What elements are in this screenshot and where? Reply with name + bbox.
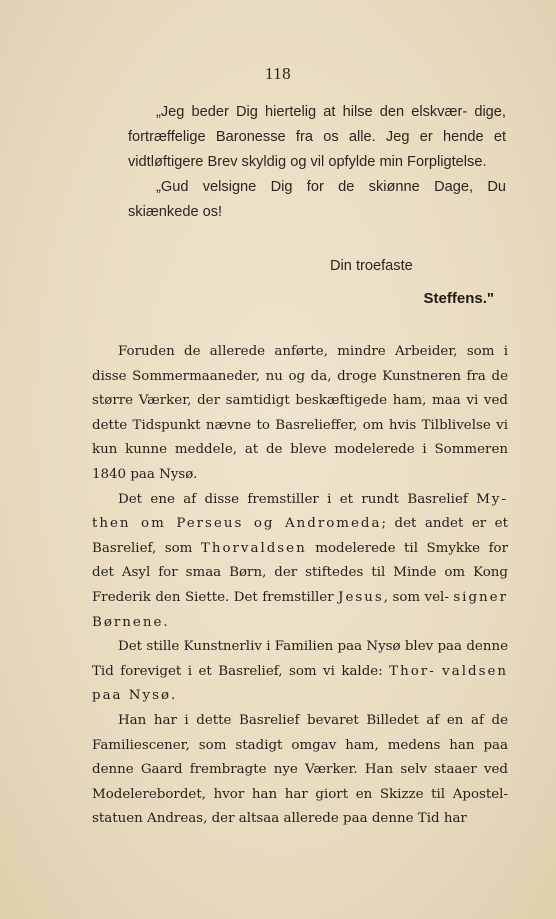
letter-line: „Jeg beder Dig hiertelig at hilse den elskvær- — [156, 104, 468, 120]
body-line: disse Sommermaaneder, nu og da, droge Kunstneren fra de — [92, 368, 508, 384]
letter-signature: Steffens." — [423, 290, 494, 307]
letter-line: min Forpligtelse. — [379, 154, 487, 170]
emphasis-text: My- — [476, 491, 508, 507]
body-line: , som vel- — [383, 589, 449, 605]
letter-line: dige, fortræffelige Baronesse fra os alle. Jeg er — [128, 104, 506, 145]
letter-line: skiænkede os! — [128, 204, 223, 220]
emphasis-text: Jesus — [338, 589, 384, 605]
letter-line: hende et vidtløftigere Brev skyldig og vil opfylde — [128, 129, 507, 170]
body-line: vi kun kunne meddele, at de bleve modelerede i Sommeren — [92, 417, 508, 458]
body-paragraph — [92, 340, 508, 488]
body-line: Basrelief, som — [92, 540, 201, 556]
body-paragraph — [92, 488, 508, 636]
body-line: modelerede til Smykke for — [306, 540, 508, 556]
body-line: Han har i dette Basrelief bevaret Billedet af en af de — [118, 712, 508, 728]
emphasis-text: Thorvaldsen — [200, 540, 307, 556]
body-line: Familiescener, som stadigt omgav ham, medens han paa — [92, 737, 508, 753]
body-line: ; det andet er et — [381, 516, 508, 532]
body-line: dette Tidspunkt nævne to Basrelieffer, om hvis Tilblivelse — [92, 417, 491, 433]
letter-paragraph — [128, 100, 506, 175]
letter-quote — [128, 100, 506, 225]
body-line: det Asyl for smaa Børn, der stiftedes til Minde om Kong — [92, 565, 508, 581]
body-line: Modelerebordet, hvor han har giort en Skizze til Apostel- — [92, 786, 508, 802]
body-line: 1840 paa Nysø. — [92, 466, 198, 482]
body-paragraph — [92, 635, 508, 709]
body-line: denne Tid foreviget i et Basrelief, som vi kalde: — [92, 639, 508, 679]
body-line: Det stille Kunstnerliv i Familien paa Nysø blev paa — [118, 639, 463, 655]
body-line: . — [171, 688, 176, 704]
page-number: 118 — [264, 64, 292, 83]
letter-paragraph — [128, 175, 506, 225]
body-line: . — [163, 614, 168, 630]
body-line: Foruden de allerede anførte, mindre Arbeider, som i — [118, 344, 508, 359]
body-paragraph — [92, 709, 508, 832]
letter-line: „Gud velsigne Dig for de skiønne Dage, Du — [156, 179, 506, 195]
body-line: Det ene af disse fremstiller i et rundt Basrelief — [118, 491, 477, 507]
emphasis-text: valdsen paa Nysø — [92, 663, 508, 704]
emphasis-text: then om Perseus og Andromeda — [92, 516, 382, 532]
body-text — [92, 340, 508, 832]
body-line: Frederik den Siette. Det fremstiller — [92, 589, 339, 605]
body-line: større Værker, der samtidigt beskæftigede ham, maa vi ved — [92, 393, 508, 409]
letter-closing: Din troefaste — [330, 258, 413, 274]
emphasis-text: signer Børnene — [92, 589, 508, 630]
body-line: statuen Andreas, der altsaa allerede paa denne Tid har — [92, 811, 467, 827]
emphasis-text: Thor- — [389, 663, 436, 679]
body-line: denne Gaard frembragte nye Værker. Han selv staaer ved — [92, 762, 508, 778]
